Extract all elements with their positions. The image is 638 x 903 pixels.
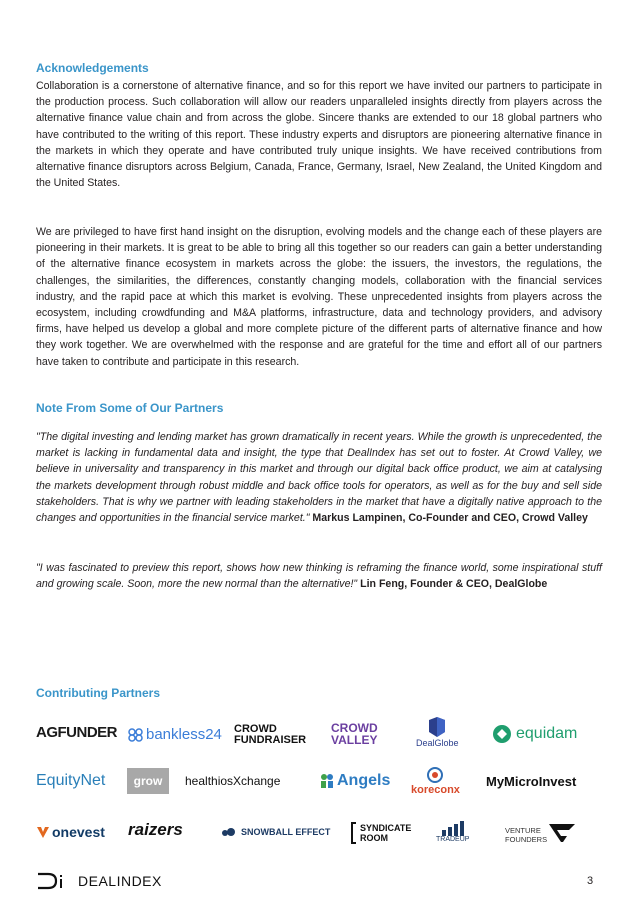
koreconx-icon: [426, 766, 444, 784]
equidam-logo: equidam: [492, 724, 577, 744]
onevest-logo: onevest: [36, 824, 105, 840]
snowball-effect-logo: SNOWBALL EFFECT: [222, 827, 330, 837]
quote-author: Lin Feng, Founder & CEO, DealGlobe: [360, 578, 548, 591]
dealglobe-icon: [426, 716, 448, 738]
bankless-icon: [128, 728, 144, 742]
angels-icon: [320, 773, 334, 789]
angels-logo: Angels: [320, 772, 390, 790]
equidam-icon: [492, 724, 512, 744]
crowdfundraiser-logo: CROWD FUNDRAISER: [234, 723, 307, 746]
venture-founders-logo: [505, 822, 577, 848]
onevest-icon: [36, 825, 50, 839]
contributing-partners-heading: Contributing Partners: [36, 686, 161, 700]
raizers-logo: raizers: [128, 820, 183, 839]
quote-text: "The digital investing and lending market has grown dramatically in recent years. While the growth is unprecedented, the market is lacking in fundamental data and insight, the type that DealIndex has set out to foster. At Crowd Valley, we believe in universality and transparency in this market and through our digital back office product, we aim at catalysing the markets development through robust middle and back office tools for operators, as well as for the buy and sell side stakeholders. That is why we partner with leading stakeholders in the market that have a digitally native approach to the changes and opportunities in the financial service market.": [36, 431, 602, 525]
mymicroinvest-logo: MyMicro Invest: [486, 774, 577, 789]
tradeup-logo: TRADEUP: [436, 820, 469, 843]
dealindex-icon: [36, 872, 64, 890]
quote-text: "I was fascinated to preview this report, shows how new thinking is reframing the finance world, some inspirational stuff and growing scale. Soon, more the new normal than the alternative!": [36, 562, 602, 591]
dealindex-footer-logo: DEALINDEX: [36, 872, 162, 890]
healthiosxchange-logo: healthiosXchange: [185, 774, 281, 788]
partner-notes-heading: Note From Some of Our Partners: [36, 401, 224, 415]
tradeup-icon: [440, 820, 466, 836]
bankless24-logo: bankless24: [128, 726, 222, 743]
quote-author: Markus Lampinen, Co-Founder and CEO, Crowd Valley: [312, 512, 588, 525]
crowdvalley-logo: CROWD VALLEY: [331, 721, 378, 747]
partner-quote-crowd-valley: [36, 429, 602, 526]
syndicate-room-wordmark: SYNDICATE ROOM: [360, 823, 412, 843]
grow-logo: grow: [127, 768, 169, 794]
venture-founders-icon: [547, 822, 577, 848]
agfunder-logo: AGFUNDER: [36, 724, 117, 741]
acknowledgements-paragraph-1: Collaboration is a cornerstone of alternative finance, and so for this report we have invited our partners to participate in the production process. Such collaboration will allow our readers unparalleled insights directly from players across the alternative finance value chain and from across the globe. Sincere thanks are extended to our 18 global partners who have contributed to the writing of this report. These industry experts and disruptors are pioneering alternative finance in the markets in which they operate and have contributed truly unique insights. We have received contributions from alternative finance disruptors across Belgium, Canada, France, Germany, Israel, New Zealand, the United Kingdom and the United States.: [36, 80, 602, 190]
acknowledgements-paragraph-2: We are privileged to have first hand insight on the disruption, evolving models and the change each of these players are pioneering in their markets. It is great to be able to bring all this together so our readers can gain a better understanding of the alternative finance ecosystem in markets across the globe: the issuers, the investors, the regulations, the challenges, the similarities, the differences, constantly changing models, collaboration with the financial services industry, and the rapid pace at which this market is evolving. These unprecedented insights from players across the ecosystem, including crowdfunding and M&A platforms, infrastructure, data and technology providers, and advisory firms, have helped us develop a global and more complete picture of the different parts of alternative finance and how they work together. We are overwhelmed with the response and are grateful for the time and effort all of our partners have taken to contribute and participate in this research.: [36, 226, 602, 368]
venture-founders-wordmark: VENTURE FOUNDERS: [505, 826, 548, 844]
dealglobe-logo: DealGlobe: [416, 716, 459, 748]
partner-quote-dealglobe: [36, 560, 602, 592]
syndicate-bracket-icon: [350, 822, 358, 844]
snowball-icon: [222, 827, 238, 837]
page-number: 3: [587, 875, 594, 887]
syndicate-room-logo: [350, 822, 411, 844]
equitynet-logo: EquityNet: [36, 772, 106, 789]
acknowledgements-heading: Acknowledgements: [36, 61, 149, 75]
koreconx-logo: koreconx: [411, 766, 460, 796]
